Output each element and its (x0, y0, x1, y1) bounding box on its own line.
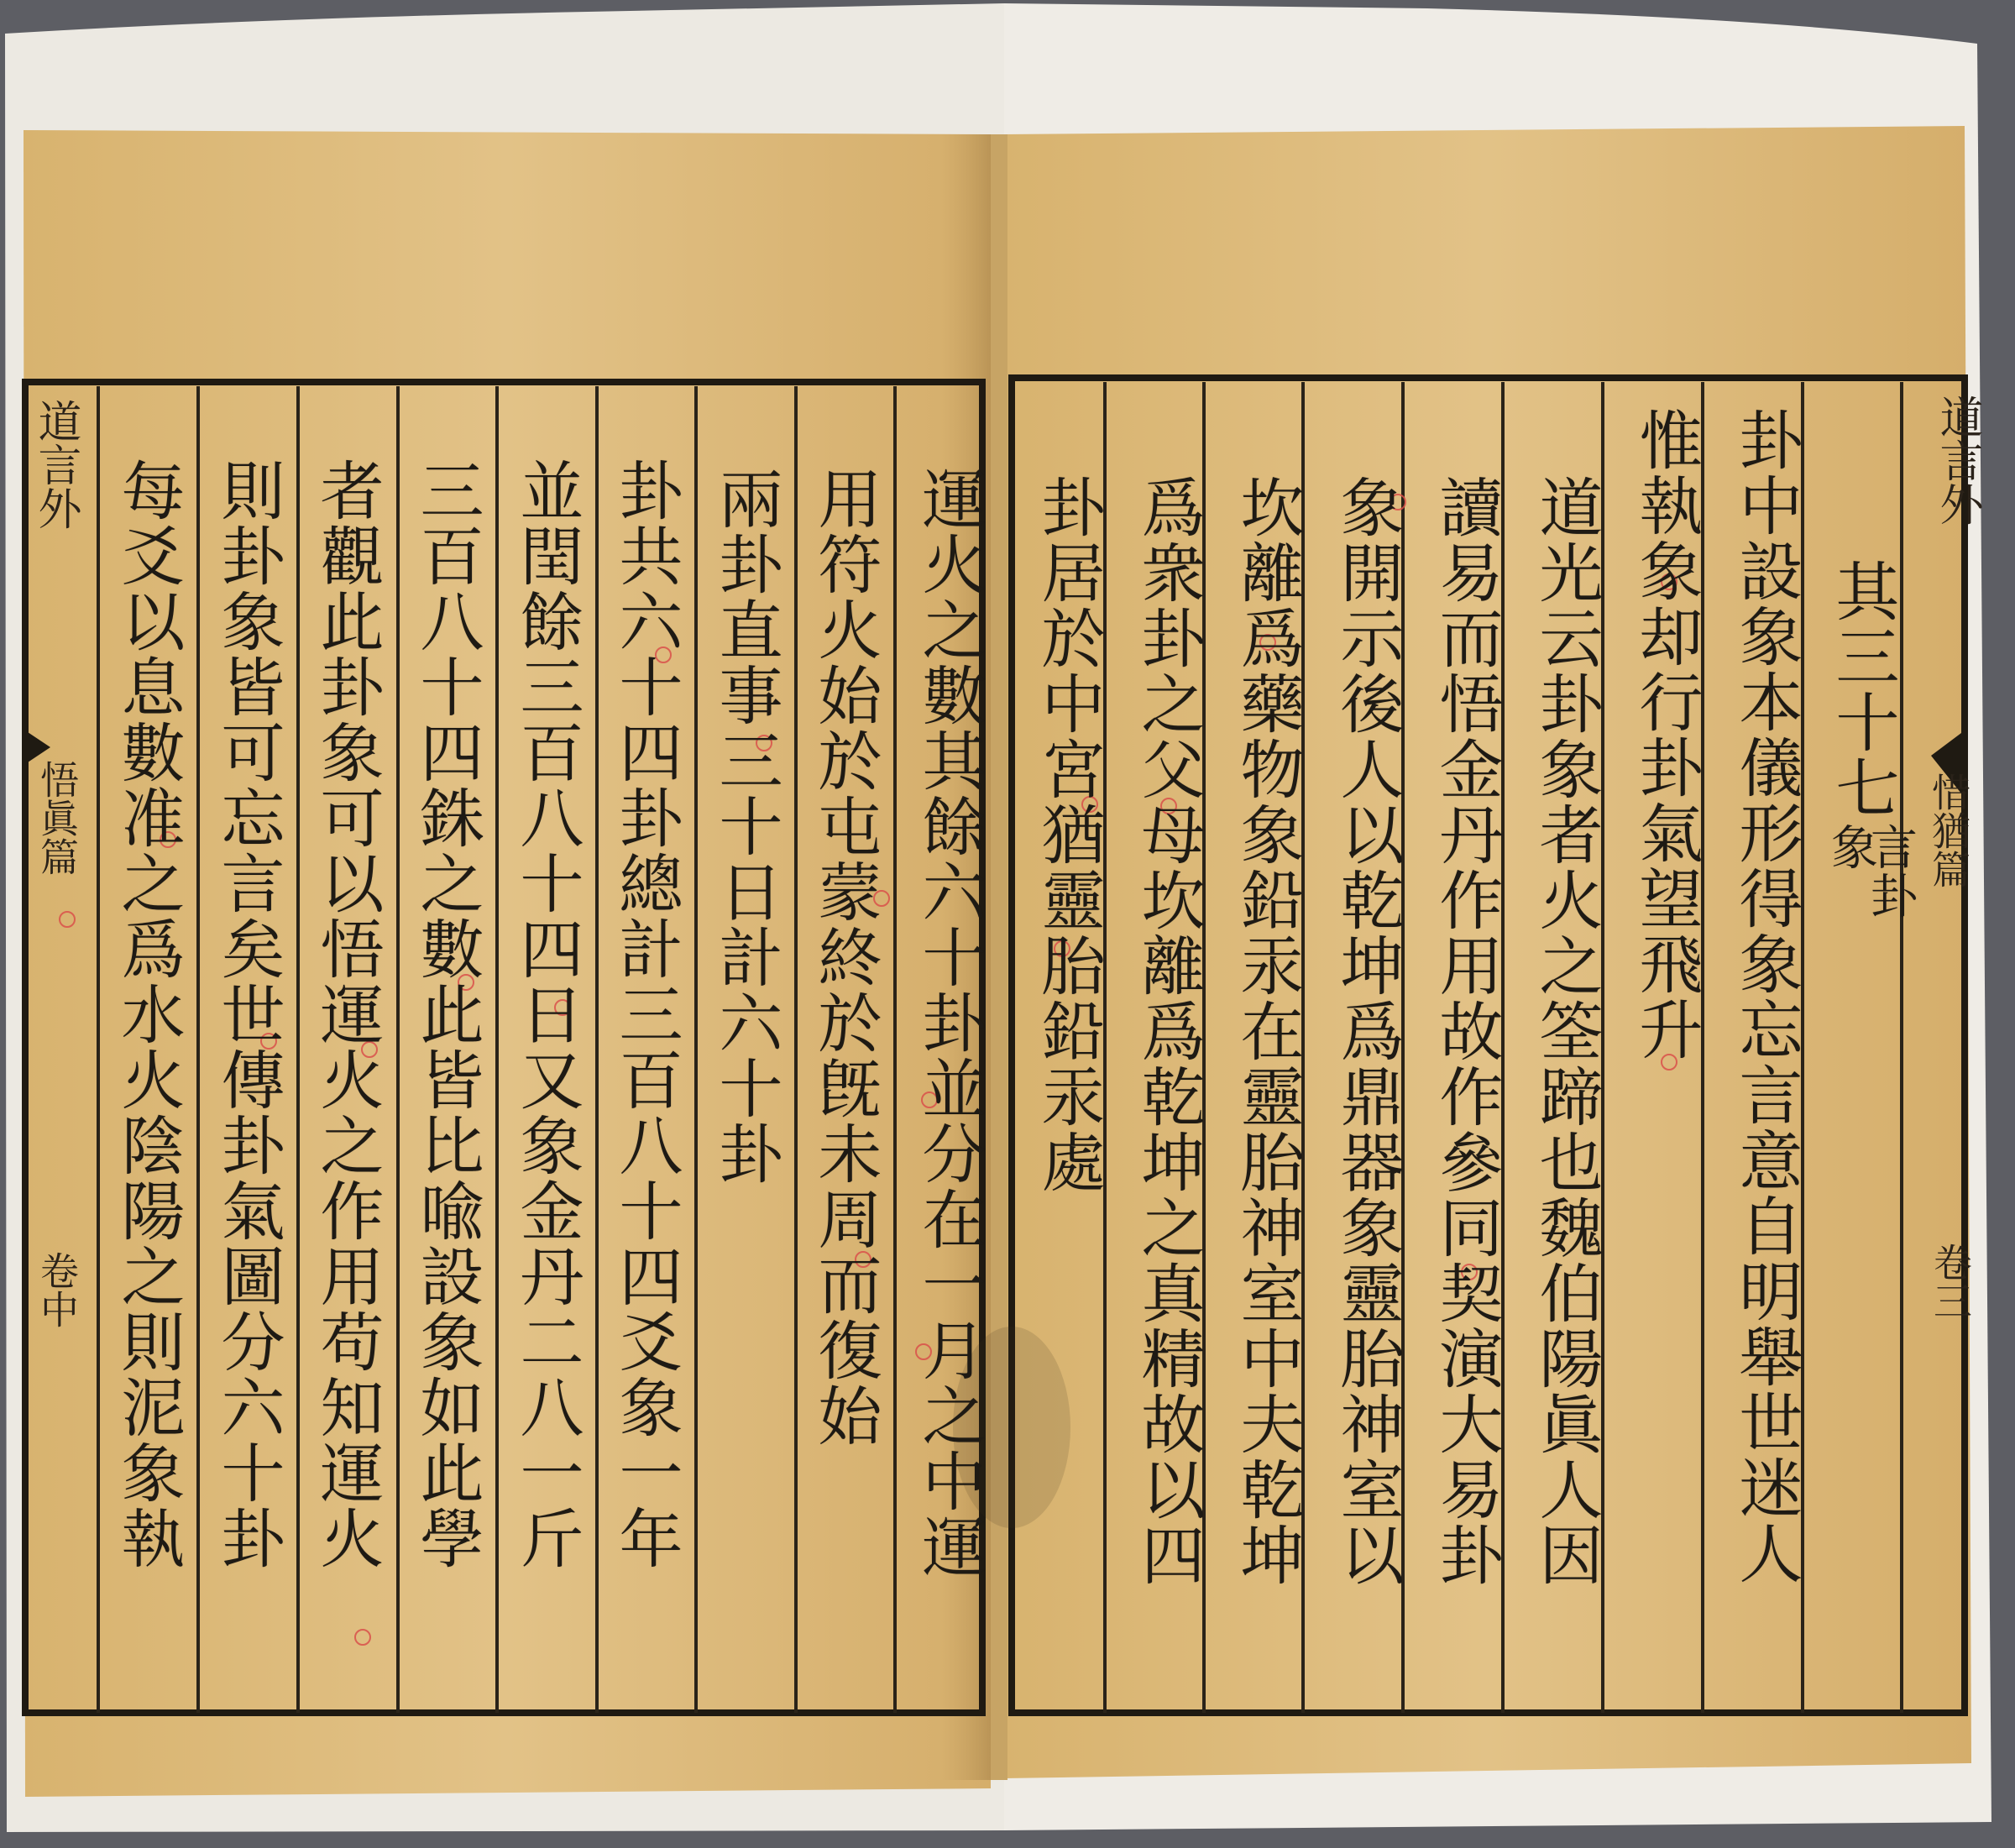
left-column-1 (912, 466, 987, 1579)
right-column-5 (1330, 474, 1405, 1588)
left-column-2 (808, 466, 882, 1448)
right-column-8-text: 卦居於中宮猶靈胎鉛汞處 (1031, 474, 1106, 1195)
left-column-9-text: 每爻以息數准之爲水火陰陽之則泥象執 (111, 458, 186, 1571)
left-column-9 (111, 458, 186, 1571)
right-column-1-text: 卦中設象本儀形得象忘言意自明舉世迷人 (1729, 407, 1803, 1586)
right-column-1 (1729, 407, 1803, 1586)
left-column-8 (211, 458, 285, 1571)
right-column-2-text: 惟執象却行卦氣望飛升 (1629, 407, 1704, 1062)
right-column-4-text: 讀易而悟金丹作用故作參同契演大易卦 (1429, 474, 1504, 1588)
left-column-5 (510, 458, 584, 1571)
left-column-4-text: 卦共六十四卦總計三百八十四爻象一年 (609, 458, 683, 1571)
left-column-3-text: 兩卦直事三十日計六十卦 (709, 466, 783, 1186)
right-heading (1825, 558, 1900, 820)
left-center-chapter (34, 760, 80, 876)
left-column-6 (410, 458, 484, 1571)
right-column-4 (1429, 474, 1504, 1588)
right-column-7-text: 爲衆卦之父母坎離爲乾坤之真精故以四 (1131, 474, 1206, 1588)
left-center-text-3: 卷中 (34, 1251, 80, 1328)
heading-note-text-1: 言卦 (1863, 823, 1918, 920)
right-column-5-text: 象開示後人以乾坤爲鼎器象靈胎神室以 (1330, 474, 1405, 1588)
left-column-3 (709, 466, 783, 1186)
left-column-2-text: 用符火始於屯蒙終於旣未周而復始 (808, 466, 882, 1448)
right-center-text-2: 惜猶篇 (1926, 772, 1971, 888)
left-column-1-text: 運火之數其餘六十卦並分在一月之中運 (912, 466, 987, 1579)
left-column-7-text: 者觀此卦象可以悟運火之作用苟知運火 (310, 458, 385, 1571)
left-column-4 (609, 458, 683, 1571)
right-column-3 (1529, 474, 1604, 1588)
right-column-7 (1131, 474, 1206, 1588)
left-center-text-1: 道言外 (30, 399, 81, 530)
right-center-volume (1928, 1243, 1973, 1320)
left-column-5-text: 並閏餘三百八十四日又象金丹二八一斤 (510, 458, 584, 1571)
left-center-title (30, 399, 81, 530)
right-column-6-text: 坎離爲藥物象鉛汞在靈胎神室中夫乾坤 (1230, 474, 1305, 1588)
heading-text: 其三十七 (1825, 558, 1900, 820)
left-column-6-text: 三百八十四銖之數此皆比喩設象如此學 (410, 458, 484, 1571)
right-heading-note-2 (1824, 823, 1878, 872)
right-column-3-text: 道光云卦象者火之筌蹄也魏伯陽眞人因 (1529, 474, 1604, 1588)
right-center-text-3: 卷三 (1928, 1243, 1973, 1320)
left-column-8-text: 則卦象皆可忘言矣世傳卦氣圖分六十卦 (211, 458, 285, 1571)
left-center-text-2: 悟眞篇 (34, 760, 80, 876)
left-center-volume (34, 1251, 80, 1328)
right-center-chapter (1926, 772, 1971, 888)
right-column-6 (1230, 474, 1305, 1588)
right-center-text-1: 道言外 (1932, 395, 1982, 526)
right-column-8 (1031, 474, 1106, 1195)
right-column-2 (1629, 407, 1704, 1062)
left-column-7 (310, 458, 385, 1571)
right-center-title (1932, 395, 1982, 526)
heading-note-text-2: 象 (1824, 823, 1878, 872)
